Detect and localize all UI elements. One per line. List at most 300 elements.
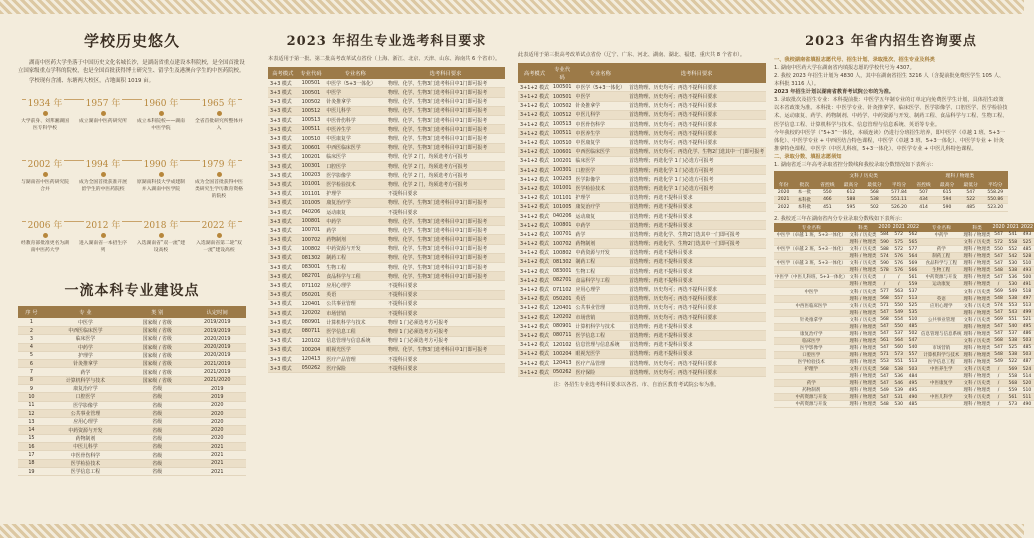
table-cell: 530 bbox=[1006, 281, 1020, 288]
table-cell: 2021 bbox=[774, 196, 793, 203]
table-cell: 050262 bbox=[298, 364, 325, 373]
table-cell: 中医养生学 bbox=[324, 125, 386, 134]
timeline-item bbox=[78, 213, 128, 255]
table-cell: / bbox=[892, 274, 906, 281]
table-cell: 不提科目要求 bbox=[386, 354, 505, 363]
table-row bbox=[518, 285, 766, 294]
table-cell: 3+1+2 模式 bbox=[518, 92, 551, 101]
table-cell: 药学 bbox=[324, 226, 386, 235]
table-cell: 药学 bbox=[45, 368, 126, 376]
table-row bbox=[268, 253, 505, 262]
table-cell: 国家级 / 省级 bbox=[126, 326, 188, 334]
table-cell: 理科 / 物理类 bbox=[963, 402, 991, 408]
table-cell: 2020/2019 bbox=[189, 335, 247, 343]
timeline-dot bbox=[159, 111, 164, 116]
table-cell: 药物制剂 bbox=[324, 235, 386, 244]
table-cell bbox=[920, 387, 963, 394]
table-cell: 553 bbox=[877, 358, 891, 365]
table-cell: 首选物理、历史均可；再选化学、生物2门选其中一门即可报考 bbox=[627, 147, 766, 156]
timeline-dot bbox=[159, 233, 164, 238]
table-cell: 3+1+2 模式 bbox=[518, 184, 551, 193]
table-row bbox=[268, 336, 505, 345]
table-cell: 应用心理学 bbox=[574, 285, 627, 294]
table-cell: 3+3 模式 bbox=[268, 263, 298, 272]
table-cell: 口腔医学 bbox=[45, 393, 126, 401]
table-cell: 2021 bbox=[189, 451, 247, 459]
table-header-cell: 理科 / 物理类 bbox=[912, 171, 1008, 180]
history-intro-p1: 湖南中医药大学坐落于中国历史文化名城长沙，是湖南省重点建设本科院校，是全国首批设立国家级重点学科的院校，也是全国首批获得博士研究生、留学生及港澳台学生的中医药院校。 bbox=[18, 60, 245, 75]
table-header-cell: 批次 bbox=[793, 180, 815, 189]
table-cell: 文科 / 历史类 bbox=[963, 367, 991, 373]
table-cell: 临床医学 bbox=[774, 337, 849, 344]
table-cell: 495 bbox=[1020, 323, 1034, 330]
consult-title: 2023 年省内招生咨询要点 bbox=[805, 34, 977, 49]
table-row bbox=[774, 309, 1034, 316]
table-cell: 理科 / 物理类 bbox=[963, 232, 991, 238]
table-row bbox=[518, 175, 766, 184]
table-cell: 首选物理、历史均可；再选不提科目要求 bbox=[627, 138, 766, 147]
table-cell: 3+3 模式 bbox=[268, 171, 298, 180]
table-row bbox=[518, 312, 766, 321]
table-cell: 物理、化学、生物3门选考科目中1门即可报考 bbox=[386, 125, 505, 134]
table-cell: 中医康复学 bbox=[574, 138, 627, 147]
table-cell: 594 bbox=[935, 196, 959, 203]
table-cell: 547 bbox=[991, 232, 1005, 239]
subjects-footnote: 注：各招生专业选考科目要求以各省、市、自治区教育考试院公布为准。 bbox=[553, 382, 720, 389]
table-cell: 食品科学与工程 bbox=[324, 272, 386, 281]
table-cell: 571 bbox=[877, 302, 891, 309]
history-intro-p2: 学校现有含浦、东塘两大校区，占地面积 1019 亩。 bbox=[29, 77, 154, 84]
table-row bbox=[518, 368, 766, 377]
timeline-item bbox=[20, 91, 70, 133]
table-cell: 理科 / 物理类 bbox=[963, 310, 991, 316]
history-title: 学校历史悠久 bbox=[83, 32, 180, 50]
table-cell: 100801 bbox=[552, 222, 572, 229]
table-cell: 医学信息工程 bbox=[920, 358, 963, 365]
table-cell: 省级 bbox=[126, 459, 188, 467]
table-cell: 信息管理与信息系统 bbox=[324, 336, 386, 345]
table-row bbox=[268, 97, 505, 106]
table-cell: 中西医临床医学 bbox=[324, 143, 386, 152]
table-cell: 物理 1 门必须选考方可报考 bbox=[386, 318, 505, 327]
timeline-year: 1960 年 bbox=[142, 96, 181, 109]
table-row bbox=[18, 409, 246, 417]
table-cell: 省级 bbox=[126, 426, 188, 434]
table-header-cell: 2020 bbox=[878, 224, 891, 230]
table-cell: 康复治疗学 bbox=[574, 202, 627, 211]
table-cell: 491 bbox=[1020, 281, 1034, 288]
table-cell: 595 bbox=[839, 204, 863, 211]
table-cell: 572 bbox=[991, 239, 1005, 246]
table-cell: 中药资源与开发 bbox=[574, 248, 627, 257]
history-panel bbox=[18, 22, 246, 518]
table-cell: 3+1+2 模式 bbox=[518, 101, 551, 110]
table-cell: 3+3 模式 bbox=[268, 364, 298, 373]
table-row bbox=[774, 316, 1034, 323]
table-cell: 451 bbox=[816, 204, 840, 211]
table-cell: 568 bbox=[877, 366, 891, 373]
table-cell: 548 bbox=[991, 351, 1005, 358]
table-cell: 3+3 模式 bbox=[268, 152, 298, 161]
table-cell: 制药工程 bbox=[324, 253, 386, 262]
table-cell: 568 bbox=[877, 316, 891, 323]
table-cell: 首选物理、历史均可；再选不提科目要求 bbox=[627, 312, 766, 321]
consult-para: 3. 录取批次及招生专业：本科提前批：中医学五年制专业的订单定向免费医学生计划，具体招生政策以本省政策为准。本科批：中医学专业、针灸推拿学、临床医学、医学影像学、口腔医学、医学检验技术、运动康复、药学、药物制剂、中药学、中药资源与开发、制药工程、食品科学与工程、生物工程、医学信息工程、计算机科学与技术、信息管理与信息系统、英语等专业。 bbox=[774, 97, 1008, 128]
table-cell: 100802 bbox=[552, 249, 572, 256]
table-cell: 物理、化学、生物3门选考科目中1门即可报考 bbox=[386, 134, 505, 143]
table-cell: 564 bbox=[892, 337, 906, 344]
table-header-cell: 类 别 bbox=[126, 306, 188, 318]
table-cell: 522 bbox=[1006, 358, 1020, 365]
table-cell: 100512 bbox=[552, 111, 572, 118]
bottom-border-pattern bbox=[0, 524, 1024, 538]
table-cell: 554 bbox=[892, 316, 906, 323]
table-header-row bbox=[774, 180, 1008, 189]
table-cell: 3+1+2 模式 bbox=[518, 129, 551, 138]
table-cell: 565 bbox=[906, 239, 920, 246]
table-group-header-row bbox=[774, 171, 1008, 180]
table-cell: 083001 bbox=[298, 263, 325, 272]
table-cell: 首选物理；再选不提科目要求 bbox=[627, 276, 766, 285]
table-cell: 541 bbox=[1006, 232, 1020, 239]
table-cell: 口腔医学 bbox=[324, 161, 386, 170]
table-cell: 文科 / 历史类 bbox=[849, 317, 877, 323]
table-row bbox=[774, 366, 1034, 373]
table-row bbox=[518, 211, 766, 220]
table-cell: 临床医学 bbox=[574, 156, 627, 165]
table-cell: 不提科目要求 bbox=[386, 299, 505, 308]
table-cell: 575 bbox=[892, 239, 906, 246]
table-cell: 首选物理、历史均可；再选不提科目要求 bbox=[627, 294, 766, 303]
table-cell: 120401 bbox=[298, 299, 325, 308]
table-cell: 547 bbox=[991, 330, 1005, 337]
table-cell: 080711 bbox=[298, 327, 325, 336]
table-row bbox=[268, 171, 505, 180]
table-cell: 首选物理、历史均可；再选不提科目要求 bbox=[627, 110, 766, 119]
table-cell: 518 bbox=[1020, 288, 1034, 295]
table-cell: 省级 bbox=[126, 418, 188, 426]
table-cell: 500 bbox=[1020, 274, 1034, 281]
table-cell: 医学影像学 bbox=[324, 171, 386, 180]
table-header-cell: 最高分 bbox=[935, 180, 959, 189]
table-cell: 3+3 模式 bbox=[268, 207, 298, 216]
table-cell: 医学影像学 bbox=[574, 175, 627, 184]
table-cell: 521 bbox=[1020, 316, 1034, 323]
timeline-year: 2018 年 bbox=[142, 218, 181, 231]
table-cell: 理科 / 物理类 bbox=[849, 374, 877, 380]
table-cell: 100513 bbox=[298, 116, 325, 125]
timeline-desc: 成为全国首批获准开展留学生的中医药院校 bbox=[79, 180, 127, 193]
table-cell: 中医骨伤科学 bbox=[324, 116, 386, 125]
table-cell: 549 bbox=[991, 358, 1005, 365]
table-cell: 569 bbox=[1006, 366, 1020, 373]
table-header-row bbox=[518, 63, 766, 83]
table-cell: 物理、化学、生物3门选考科目中1门即可报考 bbox=[386, 116, 505, 125]
table-cell: 护理学 bbox=[774, 366, 849, 373]
table-cell: 566 bbox=[906, 267, 920, 274]
table-cell: 物理 1 门必须选考方可报考 bbox=[386, 327, 505, 336]
table-cell bbox=[920, 401, 963, 408]
table-row bbox=[518, 193, 766, 202]
table-cell: 医疗产品管理 bbox=[324, 354, 386, 363]
table-cell: 英语 bbox=[324, 290, 386, 299]
table-cell: 615 bbox=[935, 189, 959, 196]
table-cell: 3+3 模式 bbox=[268, 217, 298, 226]
table-cell: 3+1+2 模式 bbox=[518, 285, 551, 294]
table-cell: 生物工程 bbox=[574, 267, 627, 276]
table-row bbox=[774, 344, 1034, 351]
table-cell: 573 bbox=[1006, 401, 1020, 408]
table-cell: 药物制剂 bbox=[45, 434, 126, 442]
table-cell: 首选物理；再选不提科目要求 bbox=[627, 267, 766, 276]
timeline-item bbox=[136, 213, 186, 255]
table-cell: 物理、化学、生物3门选考科目中1门即可报考 bbox=[386, 226, 505, 235]
table-cell: 2020 bbox=[189, 434, 247, 442]
table-row bbox=[774, 267, 1034, 274]
table-cell: 547 bbox=[991, 309, 1005, 316]
table-cell: 药学 bbox=[920, 246, 963, 253]
table-cell: 540 bbox=[906, 344, 920, 351]
table-cell: 3+1+2 模式 bbox=[518, 239, 551, 248]
table-cell: / bbox=[877, 281, 891, 288]
table-cell: 医疗产品管理 bbox=[574, 358, 627, 367]
table-cell: 2020/2019 bbox=[189, 343, 247, 351]
consult-para: 今年我校的中医学（“5+3”一体化，本硕连读）仍进行分班招生培养，即中医学（卓越 1 班、5+3一体化）、中医学专业 + 中西医结合特色课程，中医学（卓越 3 班、5+3一体化）、中医学专业 + 针灸推拿特色课程，中医学（中医儿科班，5+3一体化）、中医学专业 + 中医儿科特色课程。 bbox=[774, 129, 1005, 152]
table-cell: 文科 / 历史类 bbox=[849, 275, 877, 281]
table-cell: 医学检验技术 bbox=[774, 358, 849, 365]
table-row bbox=[774, 281, 1034, 288]
table-cell: 中医康复学 bbox=[920, 380, 963, 387]
table-cell: 首选物理；再选化学、生物2门选其中一门即可报考 bbox=[627, 239, 766, 248]
table-cell bbox=[920, 309, 963, 316]
table-cell: 3+1+2 模式 bbox=[518, 267, 551, 276]
table-cell: 101001 bbox=[552, 185, 572, 192]
table-row bbox=[518, 340, 766, 349]
table-row bbox=[518, 120, 766, 129]
table-cell: 省级 bbox=[126, 409, 188, 417]
table-cell: 针灸推拿学 bbox=[574, 101, 627, 110]
table-cell: 550 bbox=[892, 302, 906, 309]
table-cell: 医疗保险 bbox=[574, 368, 627, 377]
table-cell: 612 bbox=[839, 189, 863, 196]
table-cell: 生物工程 bbox=[324, 263, 386, 272]
table-row bbox=[268, 235, 505, 244]
table-cell: 文科 / 历史类 bbox=[963, 338, 991, 344]
table-cell: 3+1+2 模式 bbox=[518, 110, 551, 119]
timeline-dot bbox=[101, 233, 106, 238]
timeline-desc: 入选湖南省第二轮“双一流”建设高校 bbox=[196, 241, 242, 254]
table-cell: 3+3 模式 bbox=[268, 88, 298, 97]
table-cell: 564 bbox=[906, 253, 920, 260]
table-row bbox=[18, 443, 246, 451]
table-cell: 542 bbox=[1006, 253, 1020, 260]
table-cell: / bbox=[991, 281, 1005, 288]
timeline-dot bbox=[101, 111, 106, 116]
table-cell: 不提科目要求 bbox=[386, 207, 505, 216]
table-cell: 针灸推拿学 bbox=[324, 97, 386, 106]
table-cell: 中西医临床医学 bbox=[45, 326, 126, 334]
table-cell: 100701 bbox=[298, 226, 325, 235]
timeline-dot bbox=[43, 172, 48, 177]
timeline-year: 2006 年 bbox=[26, 218, 65, 231]
table-cell: 549 bbox=[892, 309, 906, 316]
table-header-cell: 专业代码 bbox=[298, 67, 325, 79]
table-cell bbox=[774, 281, 849, 288]
table-cell: 首选物理、历史均可；再选不提科目要求 bbox=[627, 368, 766, 377]
table-cell: 2 bbox=[18, 326, 45, 334]
table-cell: 眼视光医学 bbox=[324, 345, 386, 354]
table-header-cell: 2021 bbox=[892, 224, 905, 230]
table-cell: 文科 / 历史类 bbox=[963, 240, 991, 246]
table-cell: 100510 bbox=[298, 134, 325, 143]
table-cell: 计算机科学与技术 bbox=[920, 351, 963, 358]
table-cell: 502 bbox=[863, 204, 887, 211]
table-cell: 3+1+2 模式 bbox=[518, 303, 551, 312]
table-cell: 540 bbox=[1006, 323, 1020, 330]
table-header-cell: 认定时间 bbox=[189, 306, 247, 318]
table-cell: 553 bbox=[1006, 302, 1020, 309]
table-header-cell: 最低分 bbox=[863, 180, 887, 189]
table-row bbox=[18, 343, 246, 351]
table-cell: 理科 / 物理类 bbox=[849, 381, 877, 387]
table-cell: 不提科目要求 bbox=[386, 308, 505, 317]
table-row bbox=[518, 239, 766, 248]
table-cell: 050201 bbox=[552, 295, 572, 302]
table-cell: 文科 / 历史类 bbox=[849, 303, 877, 309]
table-cell: 547 bbox=[991, 253, 1005, 260]
table-row bbox=[518, 322, 766, 331]
table-cell: 2020 bbox=[189, 409, 247, 417]
table-cell: 理科 / 物理类 bbox=[849, 359, 877, 365]
table-cell: 制药工程 bbox=[920, 253, 963, 260]
table-cell: 590 bbox=[935, 204, 959, 211]
table-row bbox=[18, 335, 246, 343]
table-cell: 3+3 模式 bbox=[268, 79, 298, 88]
table-cell: 568 bbox=[877, 295, 891, 302]
table-row bbox=[268, 189, 505, 198]
table-cell: 511 bbox=[1020, 394, 1034, 401]
table-cell: 首选物理；再选不提科目要求 bbox=[627, 349, 766, 358]
table-row bbox=[774, 302, 1034, 309]
table-row bbox=[518, 267, 766, 276]
table-row bbox=[268, 308, 505, 317]
table-cell: 3+1+2 模式 bbox=[518, 211, 551, 220]
table-cell: 中西医临床医学 bbox=[774, 302, 849, 309]
timeline-year: 1965 年 bbox=[200, 96, 239, 109]
table-row bbox=[518, 83, 766, 92]
table-cell: 485 bbox=[1020, 344, 1034, 351]
table-cell: 医学检验技术 bbox=[324, 180, 386, 189]
table-cell: 100502 bbox=[298, 97, 325, 106]
table-row bbox=[18, 385, 246, 393]
table-cell: 080901 bbox=[298, 318, 325, 327]
table-cell: 100601 bbox=[298, 143, 325, 152]
timeline-item bbox=[136, 152, 186, 194]
table-cell: 547 bbox=[906, 337, 920, 344]
table-cell: 10 bbox=[18, 393, 45, 401]
table-cell: 运动康复 bbox=[324, 207, 386, 216]
table-cell: 药学 bbox=[574, 230, 627, 239]
timeline-desc: 与湖南省中医药研究院合并 bbox=[21, 180, 69, 193]
table-cell: 中医养生学 bbox=[920, 366, 963, 373]
table-cell: 物理、化学 2 门，均须选考方可报考 bbox=[386, 161, 505, 170]
table-cell: 576 bbox=[892, 267, 906, 274]
table-cell: 3+1+2 模式 bbox=[518, 175, 551, 184]
table-cell: 国家级 / 省级 bbox=[126, 318, 188, 326]
table-cell: 首选物理；再选化学 1 门必选方可报考 bbox=[627, 165, 766, 174]
table-cell: 省级 bbox=[126, 434, 188, 442]
table-cell: / bbox=[892, 281, 906, 288]
table-cell: 中医学 bbox=[574, 92, 627, 101]
table-cell: 生物工程 bbox=[920, 267, 963, 274]
table-cell: 应用心理学 bbox=[324, 281, 386, 290]
table-header-cell: 2022 bbox=[1020, 224, 1034, 230]
table-cell: 3+1+2 模式 bbox=[520, 84, 549, 91]
table-cell: 文科 / 历史类 bbox=[963, 303, 991, 309]
table-cell: / bbox=[877, 274, 891, 281]
table-cell: 13 bbox=[18, 418, 45, 426]
table-cell: 550.86 bbox=[982, 196, 1008, 203]
table-cell: 理科 / 物理类 bbox=[849, 310, 877, 316]
table-row bbox=[774, 380, 1034, 387]
table-cell: / bbox=[991, 394, 1005, 401]
table-cell: 081302 bbox=[298, 253, 325, 262]
table-cell: 3+1+2 模式 bbox=[518, 165, 551, 174]
table-cell: 国家级 / 省级 bbox=[126, 343, 188, 351]
table-cell: 578 bbox=[877, 267, 891, 274]
table-cell: 571 bbox=[877, 351, 891, 358]
table-cell: 首选物理、历史均可；再选不提科目要求 bbox=[627, 129, 766, 138]
majors-table bbox=[18, 306, 246, 476]
table-row bbox=[268, 244, 505, 253]
table-cell: 理科 / 物理类 bbox=[849, 324, 877, 330]
table-cell: 100510 bbox=[552, 139, 572, 146]
table-cell: 3+1+2 模式 bbox=[518, 340, 551, 349]
table-cell: 100513 bbox=[552, 121, 572, 128]
table-cell: 588 bbox=[877, 246, 891, 253]
table-cell: 临床医学 bbox=[324, 152, 386, 161]
subjects-table-b bbox=[518, 63, 766, 378]
timeline-item bbox=[194, 213, 244, 255]
table-cell: 省级 bbox=[126, 443, 188, 451]
table-cell: 省级 bbox=[126, 385, 188, 393]
table-cell: 538 bbox=[863, 196, 887, 203]
table-cell: 101101 bbox=[298, 189, 325, 198]
table-cell: 502 bbox=[906, 330, 920, 337]
table-cell: 547 bbox=[877, 394, 891, 401]
table-cell: 551.11 bbox=[886, 196, 911, 203]
table-cell: 100502 bbox=[552, 102, 572, 109]
table-cell: 495 bbox=[906, 387, 920, 394]
table-cell: 3+1+2 模式 bbox=[518, 349, 551, 358]
table-cell: 康复治疗学 bbox=[774, 330, 849, 337]
table-cell: 理科 / 物理类 bbox=[963, 345, 991, 351]
table-cell: 101001 bbox=[298, 180, 325, 189]
table-cell: 100702 bbox=[552, 240, 572, 247]
table-header-row bbox=[18, 306, 246, 318]
table-cell: 503 bbox=[1020, 351, 1034, 358]
table-cell: 医学影像学 bbox=[774, 344, 849, 351]
table-cell: 120401 bbox=[552, 304, 572, 311]
table-cell: 医学影像学 bbox=[45, 401, 126, 409]
table-cell: 文科 / 历史类 bbox=[849, 232, 877, 238]
table-row bbox=[774, 253, 1034, 260]
table-cell: 首选物理、历史均可；再选不提科目要求 bbox=[627, 92, 766, 101]
table-cell: 不提科目要求 bbox=[386, 290, 505, 299]
table-cell: 514 bbox=[1020, 373, 1034, 380]
table-cell: 538 bbox=[1006, 337, 1020, 344]
table-cell: 100501 bbox=[298, 88, 325, 97]
